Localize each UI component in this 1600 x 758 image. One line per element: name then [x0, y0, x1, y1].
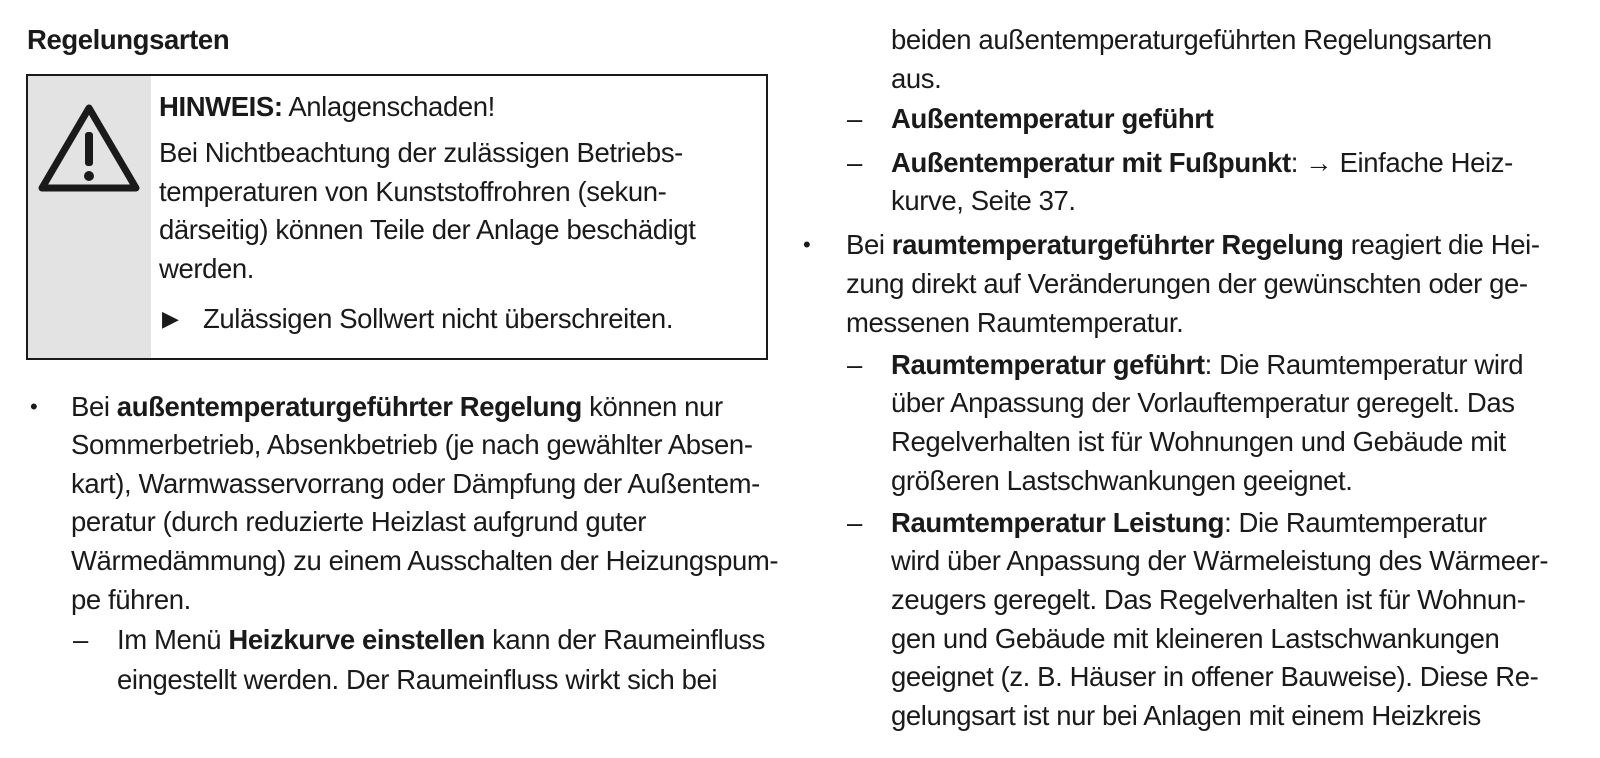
- notice-text-line: Bei Nichtbeachtung der zulässigen Betriebs-: [159, 137, 683, 168]
- dash4-line: gelungsart ist nur bei Anlagen mit einem Heizkreis: [891, 700, 1481, 731]
- bullet1-text-post: können nur: [581, 391, 723, 422]
- dash3-line: über Anpassung der Vorlauftemperatur geregelt. Das: [891, 387, 1515, 418]
- notice-label: HINWEIS:: [159, 91, 283, 122]
- sub1-text-post: kann der Raumeinfluss: [484, 624, 765, 655]
- bullet1-line: Sommerbetrieb, Absenkbetrieb (je nach gewählter Absen-: [71, 429, 753, 460]
- notice-icon-panel: [28, 76, 151, 358]
- dash3-line: größeren Lastschwankungen geeignet.: [891, 465, 1353, 496]
- bullet-marker: •: [803, 232, 811, 257]
- dash3-term: Raumtemperatur geführt: [891, 349, 1205, 380]
- notice-action: Zulässigen Sollwert nicht überschreiten.: [203, 303, 674, 334]
- continued-line: beiden außentemperaturgeführten Regelungsarten: [891, 24, 1492, 55]
- bullet2-text-pre: Bei: [846, 229, 892, 260]
- bullet2-line: messenen Raumtemperatur.: [846, 307, 1184, 338]
- dash2-reference: : → Einfache Heiz-: [1290, 147, 1513, 178]
- bullet1-term: außentemperaturgeführter Regelung: [116, 391, 582, 422]
- dash3-line: [891, 345, 1523, 385]
- dash1-line: [891, 99, 1213, 139]
- dash2-line: [891, 143, 1513, 183]
- bullet1-line: kart), Warmwasservorrang oder Dämpfung der Außentem-: [71, 468, 760, 499]
- bullet2-line: [846, 225, 1540, 265]
- bullet2-term: raumtemperaturgeführter Regelung: [891, 229, 1344, 260]
- notice-headline-text: Anlagenschaden!: [282, 91, 495, 122]
- sub1-text-pre: Im Menü: [117, 624, 229, 655]
- dash4-term: Raumtemperatur Leistung: [891, 507, 1225, 538]
- section-title: Regelungsarten: [27, 24, 230, 55]
- bullet1-text-pre: Bei: [71, 391, 117, 422]
- bullet2-text-post: reagiert die Hei-: [1343, 229, 1540, 260]
- bullet1-line: peratur (durch reduzierte Heizlast aufgrund guter: [71, 506, 647, 537]
- dash4-line: geeignet (z. B. Häuser in offener Bauweise). Diese Re-: [891, 661, 1539, 692]
- bullet2-line: zung direkt auf Veränderungen der gewünschten oder ge-: [846, 268, 1528, 299]
- dash4-line: [891, 503, 1487, 543]
- bullet1-line: pe führen.: [71, 584, 191, 615]
- bullet-marker: •: [30, 394, 38, 419]
- notice-text-line: temperaturen von Kunststoffrohren (sekun-: [159, 176, 667, 207]
- dash-marker: –: [847, 103, 863, 134]
- dash-marker: –: [847, 507, 863, 538]
- dash1-term: Außentemperatur geführt: [891, 103, 1214, 134]
- sub1-line: eingestellt werden. Der Raumeinfluss wirkt sich bei: [117, 664, 718, 695]
- notice-text-line: därseitig) können Teile der Anlage beschädigt: [159, 214, 696, 245]
- dash3-line: Regelverhalten ist für Wohnungen und Gebäude mit: [891, 426, 1506, 457]
- dash4-text-post: : Die Raumtemperatur: [1224, 507, 1487, 538]
- dash4-line: zeugers geregelt. Das Regelverhalten ist für Wohnun-: [891, 584, 1526, 615]
- warning-triangle-icon: [36, 102, 142, 196]
- dash2-term: Außentemperatur mit Fußpunkt: [891, 147, 1291, 178]
- dash-marker: –: [847, 147, 863, 178]
- dash3-text-post: : Die Raumtemperatur wird: [1204, 349, 1524, 380]
- dash4-line: gen und Gebäude mit kleineren Lastschwankungen: [891, 623, 1500, 654]
- sub1-menu-name: Heizkurve einstellen: [228, 624, 485, 655]
- dash2-line: kurve, Seite 37.: [891, 185, 1076, 216]
- dash-marker: –: [847, 349, 863, 380]
- notice-text-line: werden.: [159, 253, 255, 284]
- action-marker-icon: ▶: [162, 306, 179, 331]
- sub1-line: [117, 620, 765, 660]
- dash4-line: wird über Anpassung der Wärmeleistung des Wärmeer-: [891, 545, 1549, 576]
- bullet1-line: [71, 387, 723, 427]
- continued-line: aus.: [891, 63, 942, 94]
- dash-marker: –: [73, 624, 89, 655]
- notice-headline: [159, 87, 495, 127]
- bullet1-line: Wärmedämmung) zu einem Ausschalten der Heizungspum-: [71, 545, 779, 576]
